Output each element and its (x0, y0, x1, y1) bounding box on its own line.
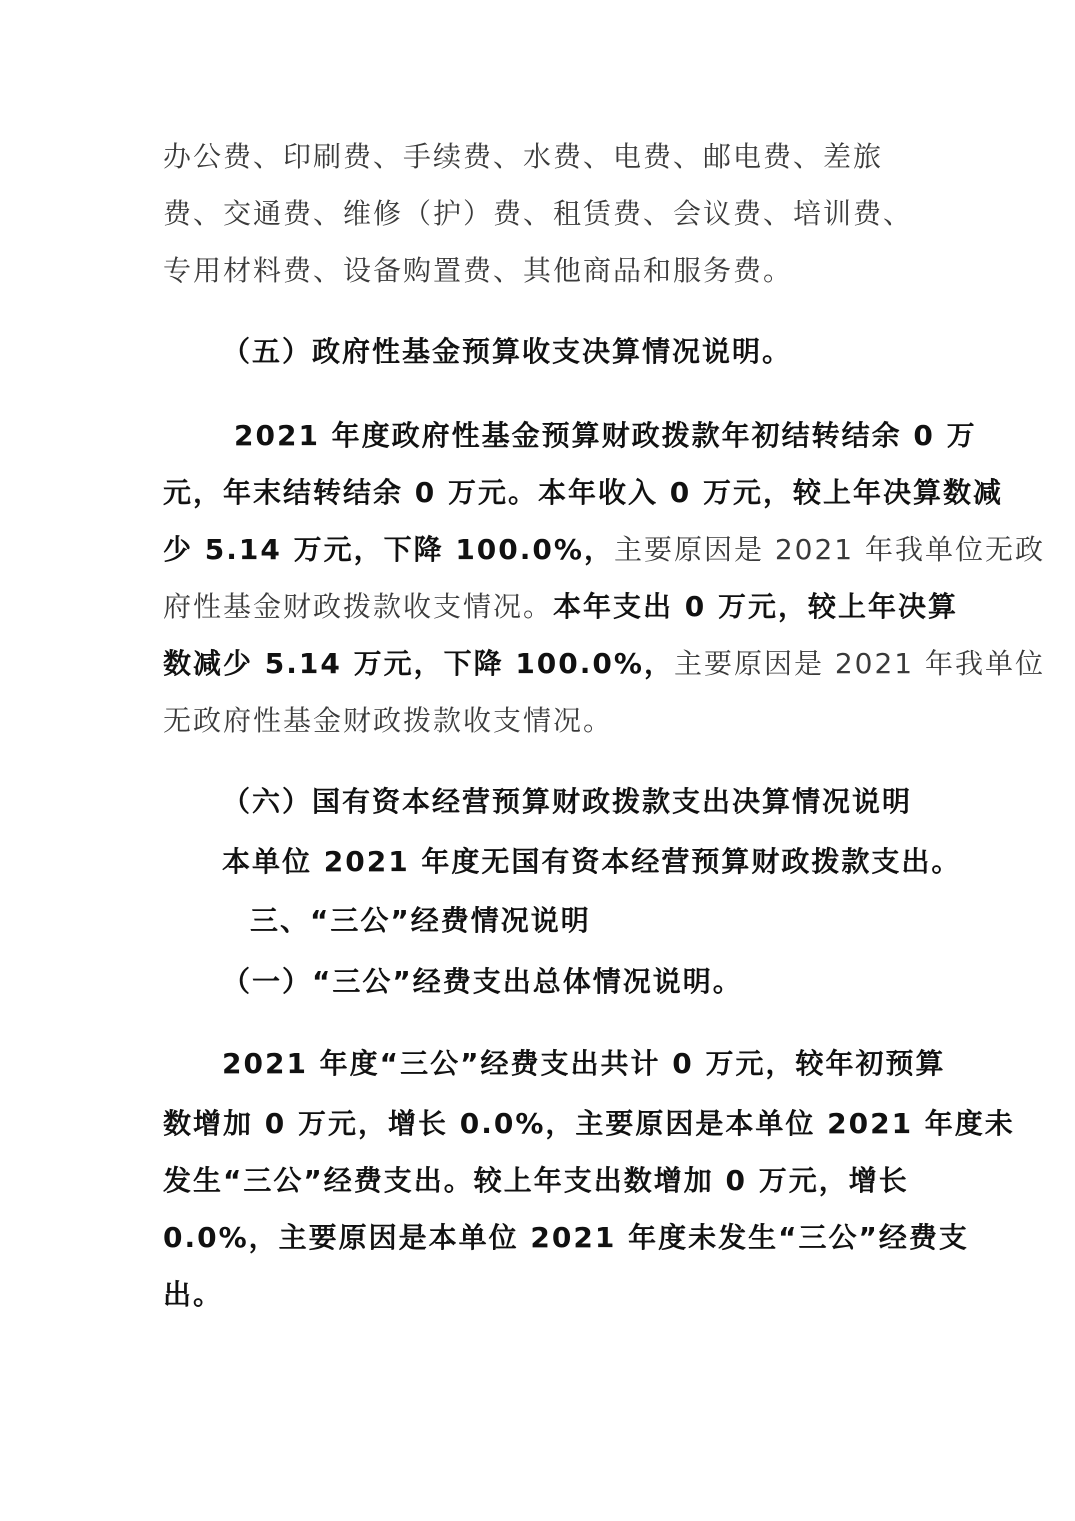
section5-line-1: 2021 年度政府性基金预算财政拨款年初结转结余 0 万 (234, 419, 977, 452)
section5-line-2: 元，年末结转结余 0 万元。本年收入 0 万元，较上年决算数减 (163, 476, 1003, 509)
part3-sub1-heading: （一）“三公”经费支出总体情况说明。 (222, 965, 743, 998)
section5-line-5-normal: 主要原因是 2021 年我单位 (673, 647, 1046, 680)
section5-line-5-bold: 数减少 5.14 万元，下降 100.0%， (163, 647, 674, 680)
section6-heading: （六）国有资本经营预算财政拨款支出决算情况说明 (222, 785, 913, 818)
section5-line-4-bold: 本年支出 0 万元，较上年决算 (553, 590, 958, 623)
list-line-3: 专用材料费、设备购置费、其他商品和服务费。 (163, 254, 794, 287)
part3-para-line-3: 发生“三公”经费支出。较上年支出数增加 0 万元，增长 (163, 1164, 909, 1197)
list-line-2: 费、交通费、维修（护）费、租赁费、会议费、培训费、 (163, 197, 914, 230)
section5-line-4-normal: 府性基金财政拨款收支情况。 (163, 590, 554, 623)
section5-line-3-bold: 少 5.14 万元，下降 100.0%， (163, 533, 614, 566)
section5-line-3-normal: 主要原因是 2021 年我单位无政 (613, 533, 1046, 566)
section6-paragraph: 本单位 2021 年度无国有资本经营预算财政拨款支出。 (222, 845, 962, 878)
section5-line-3 (163, 531, 1045, 569)
section5-line-4 (163, 588, 958, 626)
part3-para-line-4: 0.0%，主要原因是本单位 2021 年度未发生“三公”经费支 (163, 1221, 969, 1254)
part3-heading: 三、“三公”经费情况说明 (250, 904, 591, 937)
section5-heading: （五）政府性基金预算收支决算情况说明。 (222, 335, 793, 368)
section5-line-6: 无政府性基金财政拨款收支情况。 (163, 704, 614, 737)
part3-para-line-5: 出。 (163, 1278, 224, 1311)
list-line-1: 办公费、印刷费、手续费、水费、电费、邮电费、差旅 (163, 140, 884, 173)
part3-para-line-1: 2021 年度“三公”经费支出共计 0 万元，较年初预算 (222, 1047, 946, 1080)
section5-line-5 (163, 645, 1045, 683)
part3-para-line-2: 数增加 0 万元，增长 0.0%，主要原因是本单位 2021 年度未 (163, 1107, 1015, 1140)
